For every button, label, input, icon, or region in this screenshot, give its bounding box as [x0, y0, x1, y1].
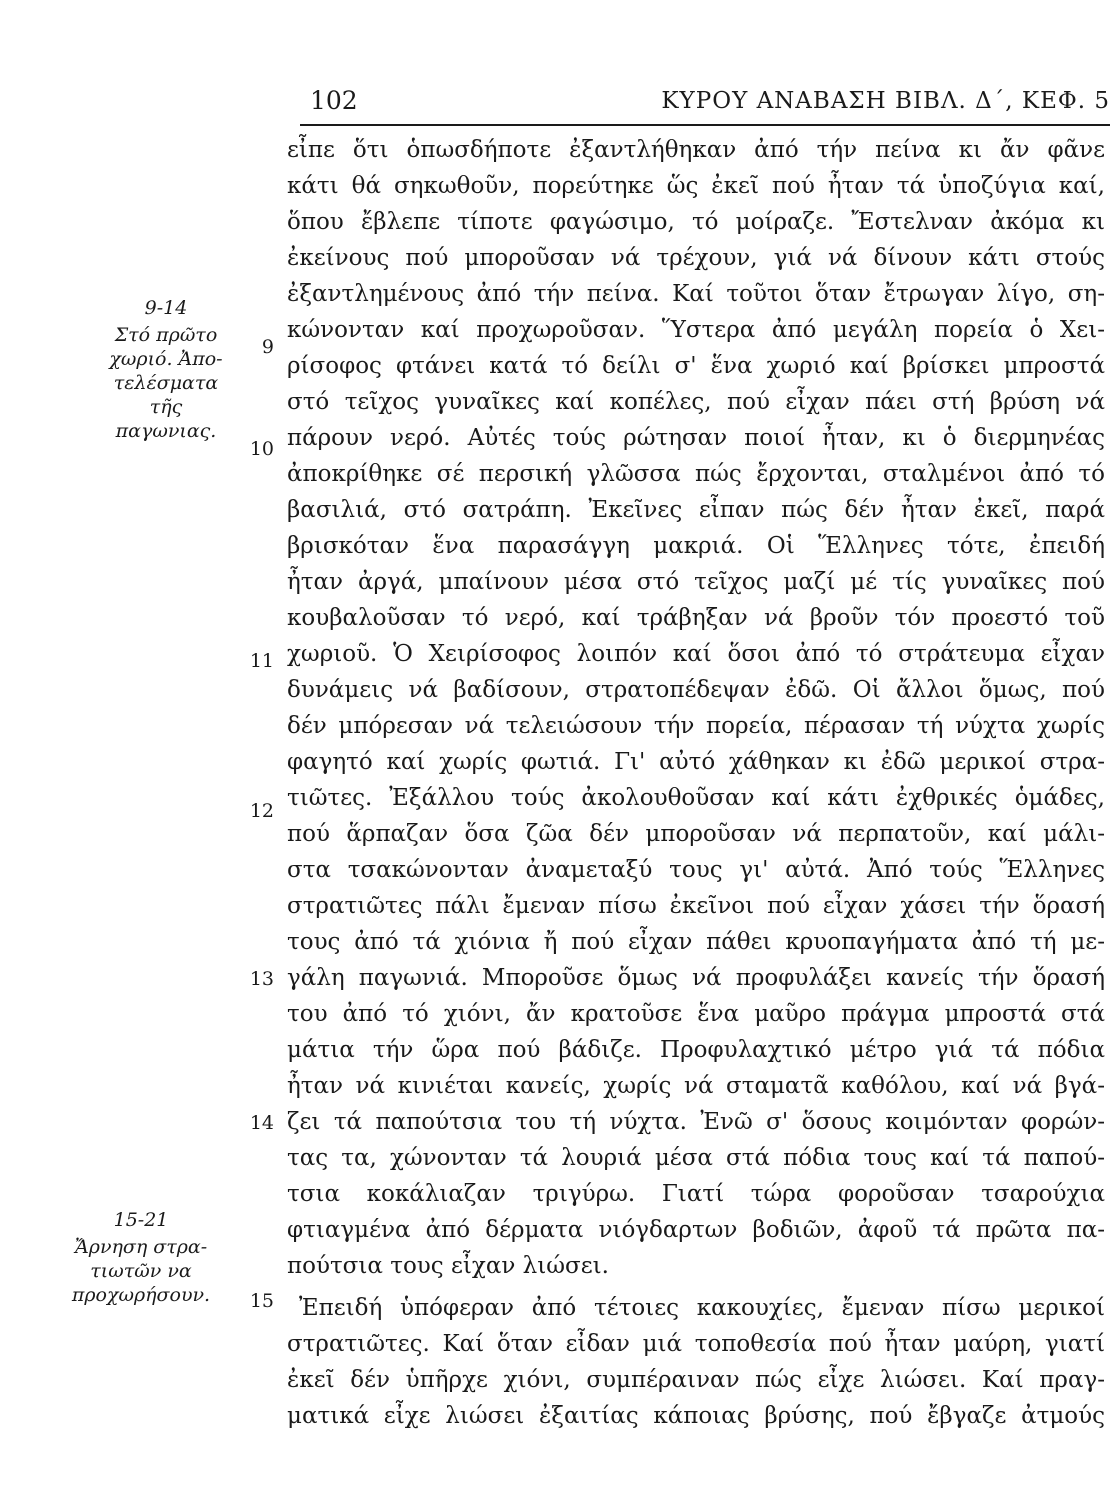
text-line: ἦταν νά κινιέται κανείς, χωρίς νά σταματᾶ καθόλου, καί νά βγά- [287, 1073, 1105, 1099]
side-note-line: χωριό. Ἀπο- [109, 348, 223, 370]
side-note-line: τελέσματα τῆς [113, 372, 219, 418]
text-line: στό τεῖχος γυναῖκες καί κοπέλες, πού εἶχαν πάει στή βρύση νά [287, 389, 1105, 415]
section-number: 10 [249, 438, 274, 460]
text-line: βρισκόταν ἕνα παρασάγγη μακριά. Οἱ Ἕλληνες τότε, ἐπειδή [287, 533, 1105, 559]
text-line: Ἐπειδή ὑπόφεραν ἀπό τέτοιες κακουχίες, ἔμεναν πίσω μερικοί [299, 1295, 1105, 1321]
text-line: πάρουν νερό. Αὐτές τούς ρώτησαν ποιοί ἦταν, κι ὁ διερμηνέας [287, 425, 1105, 451]
text-line: του ἀπό τό χιόνι, ἄν κρατοῦσε ἕνα μαῦρο πράγμα μπροστά στά [287, 1001, 1105, 1027]
text-line: ματικά εἶχε λιώσει ἐξαιτίας κάποιας βρύσης, πού ἔβγαζε ἀτμούς [287, 1403, 1105, 1429]
text-line: χωριοῦ. Ὁ Χειρίσοφος λοιπόν καί ὅσοι ἀπό τό στράτευμα εἶχαν [287, 641, 1105, 667]
side-note-line: προχωρήσουν. [71, 1284, 211, 1306]
side-note-line: Στό πρῶτο [114, 324, 218, 346]
running-title: ΚΥΡΟΥ ΑΝΑΒΑΣΗ ΒΙΒΛ. Δ΄, ΚΕΦ. 5 [661, 88, 1110, 114]
text-line: φτιαγμένα ἀπό δέρματα νιόγδαρτων βοδιῶν, ἀφοῦ τά πρῶτα πα- [287, 1217, 1105, 1243]
text-line: μάτια τήν ὥρα πού βάδιζε. Προφυλαχτικό μέτρο γιά τά πόδια [287, 1037, 1105, 1063]
text-line: κάτι θά σηκωθοῦν, πορεύτηκε ὥς ἐκεῖ πού ἦταν τά ὑποζύγια καί, [287, 173, 1105, 199]
header-rule [300, 124, 1110, 126]
text-line: ἐκεῖ δέν ὑπῆρχε χιόνι, συμπέραιναν πώς εἶχε λιώσει. Καί πραγ- [287, 1367, 1105, 1393]
side-note-range: 15-21 [113, 1209, 169, 1231]
text-line: τιῶτες. Ἐξάλλου τούς ἀκολουθοῦσαν καί κάτι ἐχθρικές ὁμάδες, [287, 785, 1105, 811]
text-line: βασιλιά, στό σατράπη. Ἐκεῖνες εἶπαν πώς δέν ἦταν ἐκεῖ, παρά [287, 497, 1105, 523]
text-line: ἀποκρίθηκε σέ περσική γλῶσσα πώς ἔρχονται, σταλμένοι ἀπό τό [287, 461, 1105, 487]
section-number: 13 [249, 968, 274, 990]
section-number: 9 [261, 336, 274, 358]
text-line: ἐξαντλημένους ἀπό τήν πείνα. Καί τοῦτοι ὅταν ἔτρωγαν λίγο, ση- [287, 281, 1105, 307]
text-line: γάλη παγωνιά. Μποροῦσε ὅμως νά προφυλάξει κανείς τήν ὅρασή [287, 965, 1105, 991]
page-header [300, 86, 1110, 122]
side-note-line: Ἄρνηση στρα- [74, 1236, 208, 1258]
page-number: 102 [310, 86, 358, 115]
text-line: δέν μπόρεσαν νά τελειώσουν τήν πορεία, πέρασαν τή νύχτα χωρίς [287, 713, 1105, 739]
side-note-line: τιωτῶν να [90, 1260, 192, 1282]
text-line: στρατιῶτες. Καί ὅταν εἶδαν μιά τοποθεσία πού ἦταν μαύρη, γιατί [287, 1331, 1105, 1357]
text-line: κώνονταν καί προχωροῦσαν. Ὕστερα ἀπό μεγάλη πορεία ὁ Χει- [287, 317, 1105, 343]
text-line: πούτσια τους εἶχαν λιώσει. [287, 1253, 609, 1279]
text-line: δυνάμεις νά βαδίσουν, στρατοπέδεψαν ἐδῶ. Οἱ ἄλλοι ὅμως, πού [287, 677, 1105, 703]
section-number: 11 [249, 650, 274, 672]
section-number: 12 [249, 800, 274, 822]
text-line: ρίσοφος φτάνει κατά τό δείλι σ' ἕνα χωριό καί βρίσκει μπροστά [287, 353, 1105, 379]
text-line: τας τα, χώνονταν τά λουριά μέσα στά πόδια τους καί τά παπού- [287, 1145, 1105, 1171]
section-number: 14 [249, 1112, 274, 1134]
text-line: στα τσακώνονταν ἀναμεταξύ τους γι' αὐτά. Ἀπό τούς Ἕλληνες [287, 857, 1105, 883]
text-line: ἦταν ἀργά, μπαίνουν μέσα στό τεῖχος μαζί μέ τίς γυναῖκες πού [287, 569, 1105, 595]
text-line: κουβαλοῦσαν τό νερό, καί τράβηξαν νά βροῦν τόν προεστό τοῦ [287, 605, 1105, 631]
side-note-9-14 [96, 296, 236, 443]
text-line: τους ἀπό τά χιόνια ἤ πού εἶχαν πάθει κρυοπαγήματα ἀπό τή με- [287, 929, 1105, 955]
section-number: 15 [249, 1290, 274, 1312]
text-line: τσια κοκάλιαζαν τριγύρω. Γιατί τώρα φοροῦσαν τσαρούχια [287, 1181, 1105, 1207]
text-line: ἐκείνους πού μποροῦσαν νά τρέχουν, γιά νά δίνουν κάτι στούς [287, 245, 1105, 271]
text-line: φαγητό καί χωρίς φωτιά. Γι' αὐτό χάθηκαν κι ἐδῶ μερικοί στρα- [287, 749, 1105, 775]
side-note-line: παγωνιας. [115, 420, 217, 442]
side-note-range: 9-14 [144, 297, 188, 319]
side-note-15-21 [56, 1208, 226, 1307]
text-line: πού ἅρπαζαν ὅσα ζῶα δέν μποροῦσαν νά περπατοῦν, καί μάλι- [287, 821, 1105, 847]
text-line: στρατιῶτες πάλι ἔμεναν πίσω ἐκεῖνοι πού εἶχαν χάσει τήν ὅρασή [287, 893, 1105, 919]
text-line: ζει τά παπούτσια του τή νύχτα. Ἐνῶ σ' ὅσους κοιμόνταν φορών- [287, 1109, 1105, 1135]
text-line: ὅπου ἔβλεπε τίποτε φαγώσιμο, τό μοίραζε. Ἔστελναν ἀκόμα κι [287, 209, 1105, 235]
text-line: εἶπε ὅτι ὁπωσδήποτε ἐξαντλήθηκαν ἀπό τήν πείνα κι ἄν φᾶνε [287, 137, 1105, 163]
